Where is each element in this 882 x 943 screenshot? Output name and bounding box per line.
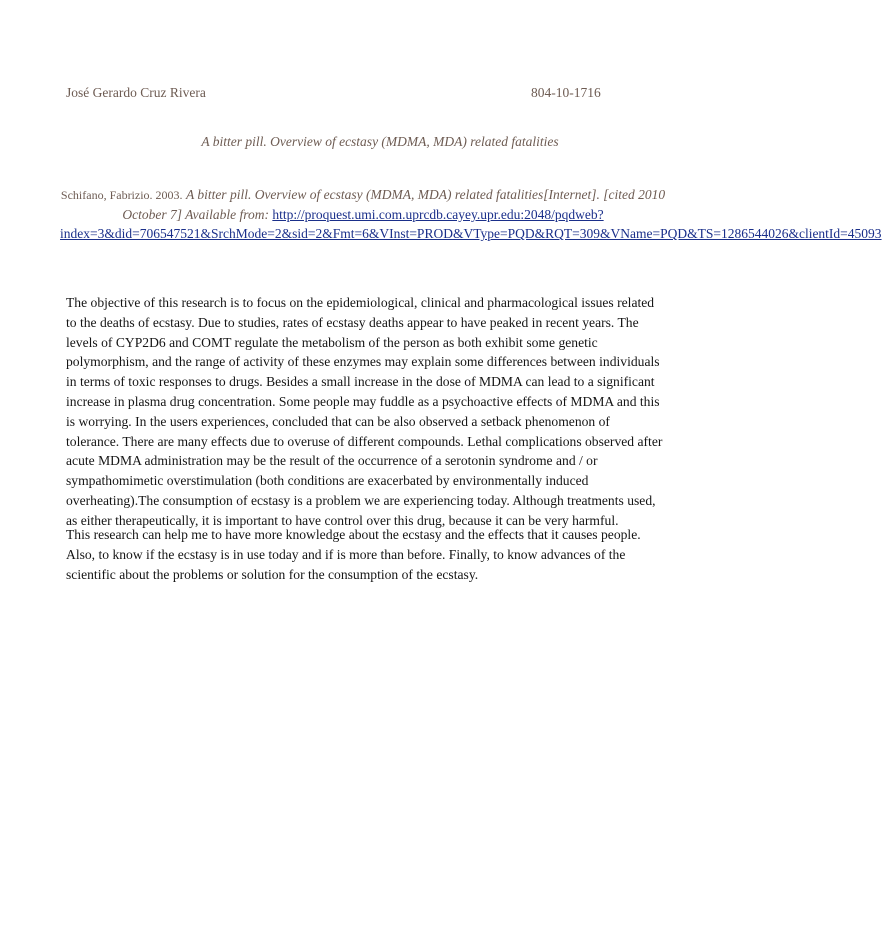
body-paragraph: The objective of this research is to focus on the epidemiological, clinical and pharmacological issues related to the deaths of ecstasy. Due to studies, rates of ecstasy deaths appear to have peaked in recent years. The levels of CYP2D6 and COMT regulate the metabolism of the person as both exhibit some genetic polymorphism, and the range of activity of these enzymes may explain some differences between individuals in terms of toxic responses to drugs. Besides a small increase in the dose of MDMA can lead to a significant increase in plasma drug concentration. Some people may fuddle as a psychoactive effects of MDMA and this is worrying. In the users experiences, concluded that can be also observed a setback phenomenon of tolerance. There are many effects due to overuse of different compounds. Lethal complications observed after acute MDMA administration may be the result of the occurrence of a serotonin syndrome and / or sympathomimetic overstimulation (both conditions are exacerbated by environmentally induced overheating).The consumption of ecstasy is a problem we are experiencing today. Although treatments used, as either therapeutically, it is important to have control over this drug, because it can be very harmful. — [66, 295, 663, 528]
body-paragraph: This research can help me to have more knowledge about the ecstasy and the effects that it causes people. Also, to know if the ecstasy is in use today and if is more than before. Finally, to know advances of the scientific about the problems or solution for the consumption of the ecstasy. — [66, 527, 641, 582]
document-title: A bitter pill. Overview of ecstasy (MDMA, MDA) related fatalities — [201, 134, 559, 149]
citation — [60, 185, 882, 243]
citation-author-year: Schifano, Fabrizio. 2003. — [60, 188, 183, 202]
citation-text: A bitter pill. Overview of ecstasy (MDMA, MDA) related fatalities[Internet]. [cited 2010 October 7] Available from: — [122, 187, 666, 222]
student-id: 804-10-1716 — [531, 85, 601, 100]
author-name: José Gerardo Cruz Rivera — [66, 85, 206, 100]
citation-link[interactable]: http://proquest.umi.com.uprcdb.cayey.upr.edu:2048/pqdweb?index=3&did=706547521&SrchMode=2&sid=2&Fmt=6&VInst=PROD&VType=PQD&RQT=309&VName=PQD&TS=1286544026&clientId=45093 — [60, 207, 882, 241]
